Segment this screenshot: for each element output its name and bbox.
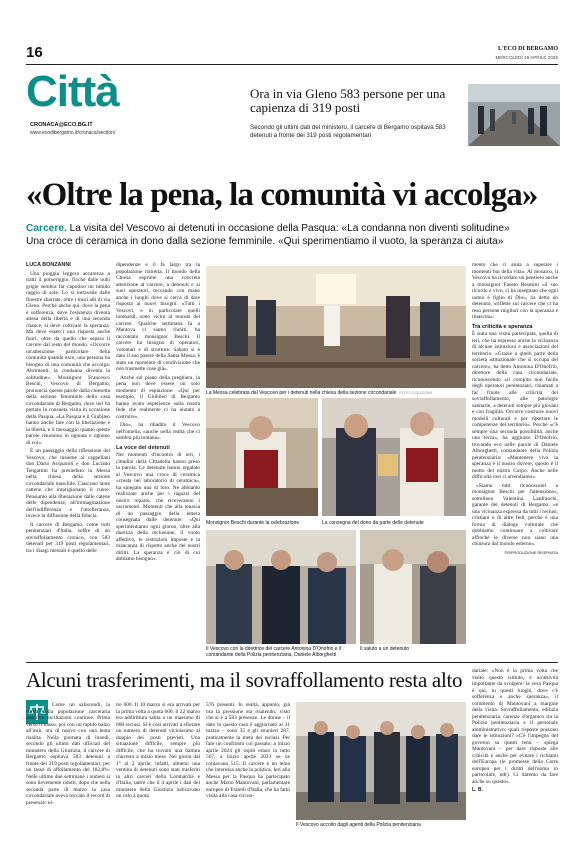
- paragraph: «Siamo tutti riconoscenti a monsignor Beschi per l'attenzione», sottolinea Valentina Lanfranchi, garante dei detenuti di Bergamo: «è una vicinanza espressa da tutti i reclusi, cristiani e di altre fedi, perché è una forma di dialogo culturale che dobbiamo continuare a coltivare affinché le diverse non siano una chiusura dal mondo esterno».: [472, 482, 558, 547]
- second-column-2: tre 600. Il 10 marzo si era arrivati per la prima volta a quota 600, il 22 marzo era addirittura salita a un massimo di 608 reclusi. Si è così arrivati a sfiorare un numero di detenuti vicinissimo al doppio dei posti previsti. Una situazione difficile, sempre più difficile, che ha trovato una battuta d'arresto a inizio mese. Nei giorni dal 1° al 2 aprile, infatti, almeno una ventina di detenuti sono stati trasferiti in altri carceri della Lombardia e d'Italia, tant'è che il 4 aprile i dati del ministero della Giustizia indicavano un calo a quota: [116, 702, 200, 799]
- publication-date: MERCOLEDÌ 16 APRILE 2025: [495, 55, 558, 60]
- paragraph: Anche sul piano della preghiera, la pena non deve essere un solo momento di espiazione: «Qui per esempio, il Giubileo di Bergamo hanno avuto esperienze sulla nostra fede che realmente ci ha aiutato a costruire».: [116, 374, 200, 420]
- main-column-5: [472, 262, 558, 664]
- bishop-celebration-photo: [206, 398, 318, 516]
- second-photo: [296, 702, 466, 820]
- copyright: ©RIPRODUZIONE RISERVATA: [504, 550, 558, 555]
- subhead-criticality: Tra criticità e speranza: [472, 323, 533, 330]
- second-photo-caption: Il Vescovo accolto dagli agenti della Polizia penitenziaria: [296, 822, 421, 828]
- second-column-3: 576 presenti. In realtà, appunto, già ora la pressione sta risalendo, visto che si è a 583 presenze. Le donne – il dato in questo caso è aggiornato al 31 marzo – sono 35 e gli stranieri 287, praticamente la metà dei reclusi. Per fare un confronto col passato, a inizio aprile 2024 gli ospiti erano in tutto 567, a inizio aprile 2023 se ne contavano 515. Il carcere è un tema che interessa anche la politica. Ieri alla Messa per la Pasqua ha partecipato anche Mario Mantovani, parlamentare europeo di Fratelli d'Italia, che ha fatto visita alla casa circon-: [206, 702, 290, 799]
- teaser-title: Ora in via Gleno 583 persone per una capienza di 319 posti: [250, 86, 446, 115]
- subhead-line-2: Una croce di ceramica in dono dalla sezione femminile. «Qui sperimentiamo il vuoto, la speranza ci aiuta»: [26, 236, 504, 247]
- second-column-5: [472, 668, 558, 828]
- section-email[interactable]: CRONACA@ECO.BG.IT: [30, 122, 93, 128]
- paragraph: Una pioggia leggera accarezza a tratti il pomeriggio, finché dalle nubi grigie sembra far capolino un timido raggio di sole. Lo si intravede dalle finestre sbarrate, oltre i muri alti di via Gleno. Perché anche qui, dove la pena è sofferenza, dove l'esistenza diventa attesa della libertà e di una seconda chance, si deve coltivare la speranza. Ma deve esserci una risposta anche fuori, oltre da quello che separa il carcere dal resto del mondo. «Occorre un'attenzione particolare della comunità quando esce, una persona ha bisogno di una comunità che accolga. Altrimenti, la condanna diventa la solitudine». Monsignor Francesco Beschi, Vescovo di Bergamo, pronuncia queste parole dalla chiesetta della sezione femminile della casa circondariale di Bergamo, dove ieri ha portato la consueta visita in occasione della Pasqua. «La Pasqua e il Giubileo hanno anche fare con la liberazione e la libertà, e il messaggio quanto queste parole risuonino in ognuna e ognuno di voi».: [26, 270, 110, 446]
- greeting-inmate-photo: [360, 530, 466, 644]
- story-divider: [26, 662, 558, 663]
- kicker: Carcere.: [26, 223, 67, 234]
- page-number: 16: [26, 44, 43, 61]
- header-rule: [26, 64, 558, 65]
- publication-name: L'ECO DI BERGAMO: [497, 46, 558, 52]
- mass-caption: [206, 390, 476, 396]
- subhead-line-1: La visita del Vescovo ai detenuti in occasione della Pasqua: «La condanna non diventi solitudine»: [66, 223, 510, 234]
- section-website[interactable]: www.ecodibergamo.it/cronaca/section/: [30, 130, 116, 136]
- main-subhead: [26, 222, 566, 248]
- section-title: Città: [26, 67, 119, 116]
- beschi-photo: [206, 398, 318, 516]
- paragraph: dariale: «Non è la prima volta che visito questo istituto, è un'attività importante da svolgere: la vera Pasqua è qui, in questi luoghi, dove c'è sofferenza e anche speranza», il commento di Mantovani a margine della visita. Sovraffollamento, edilizia penitenziaria, carenze d'organico tra la Polizia penitenziaria e il personale amministrativo: quali risposte possono dare le istituzioni? «C'è l'impegno del governo su questi temi – spiega Mantovani – per dare risposte alle criticità e anche per evitare i richiami dell'Europa (le promesse della Corte europea per i diritti dell'uomo in particolare, ndr). Ci daremo da fare anche su questo».: [472, 668, 558, 785]
- bishop-director-photo: [206, 530, 356, 644]
- mass-caption-text: La Messa celebrata dal Vescovo per i detenuti nella chiesa della sezione circondariale: [206, 390, 397, 396]
- paragraph: Nei momenti d'incontro di ieri, i cittadini della Cittadella hanno preso la parola. Le detenute hanno regalato al Vescovo una croce di ceramica «creata nel laboratorio di ceramica», ha spiegato una di loro. Ne abbiamo realizzate anche per i ragazzi del nostro reparto, che riceveranno i sacramenti. Momenti che alla tenacia di un passaggio della lettera consegnata dalle detenute: «Qui sperimentiamo ogni giorno, oltre alla durezza della reclusione, il vuoto affettivo, le restrizioni imposte e la mancanza di rispetto anche dei nostri diritti. La speranza è ciò di cui abbiamo bisogno».: [116, 452, 200, 562]
- second-column-1: Come un saliscendi, la curva della popolazione carceraria descrive oscillazioni continue. Prima verso il basso, poi con un rapido balzo all'insù, ora di nuovo con una lenta risalita. Nella giornata di lunedì, secondo gli ultimi dati ufficiali del ministero della Giustizia, il carcere di Bergamo ospitava 583 detenuti a fronte dei 319 posti regolamentari, per un tasso di affollamento del 182,8%. Nelle ultime due settimane i numeri si sono lievemente ridotti, dopo che nella seconda parte di marzo la casa circondariale aveva toccato il record di presenze: ol-: [26, 702, 110, 806]
- byline: LUCA BONZANNI: [26, 262, 71, 268]
- main-column-2: [116, 262, 200, 652]
- teaser-photo: [468, 84, 560, 146]
- teaser-body: Secondo gli ultimi dati del ministero, il carcere di Bergamo ospitava 583 detenuti a fronte dei 319 posti regolamentari: [250, 124, 446, 139]
- main-headline: «Oltre la pena, la comunità vi accolga»: [26, 177, 538, 213]
- subhead-voice: La voce dei detenuti: [116, 444, 170, 451]
- mass-photo: [206, 266, 466, 388]
- photo-credit: FOTO COLLEONI: [399, 390, 432, 395]
- main-column-1: [26, 262, 110, 652]
- paragraph: mento che ci aiuta a superare i momenti bui della vita». Al mosaico, il Vescovo ha ricordato un pensiero anche a monsignor Fausto Resmini «il suo ricordo è vivo, ci ha insegnato che ogni uomo è figlio di Dio», ha detto un detenuto, «riflette sul carcere che ci ha reso persone migliori con la speranza e rinascita».: [472, 262, 558, 320]
- gift-handover-photo: [322, 398, 466, 516]
- director-photo: [206, 530, 356, 644]
- greeting-photo: [360, 530, 466, 644]
- corridor-photo: [468, 84, 560, 146]
- paragraph: Dio», ha ribadito il Vescovo nell'omelia, «anche nella realtà che ci sembra più lontana».: [116, 422, 200, 441]
- paragraph: Il carcere di Bergamo, come tutti penitenziari d'Italia, soffre di un sovraffollamento cronico, con 583 detenuti per 319 posti regolamentari, tra i disagi mentali e quello delle: [26, 521, 110, 554]
- paragraph: È stata una visita partecipata, quella di ieri, che ha espresso anche la vicinanza di alcune istituzioni e associazioni del territorio. «Grazie a quelli parte della società istituzionale che si occupa del carcere», ha detto Antonina D'Onofrio, direttore della casa circondariale, riconoscendo «il compito non facile degli operatori penitenziari, chiamati a far fronte alle criticità del sovraffollamento, alle patologie sanitarie, a detenuti sempre più giovani e con fragilità. Occorre costruire nuovi modelli culturali e per riportare le competenze del territorio». Perché «c'è sempre una seconda possibilità, anche una terza», ha aggiunto D'Onofrio, trovando eco nelle parole di Daniele Alborghetti, comandante della Polizia penitenziaria: «Mantenere viva la speranza è il nostro dovere, questo è il motto del nostro Corpo. Anche nelle difficoltà non ci arrendiamo».: [472, 331, 558, 480]
- signature: L. B.: [472, 787, 483, 793]
- paragraph: È un passaggio della riflessione del Vescovo, che insieme ai cappellani don Dario Acquaroli e don Luciano Tengattini ha presieduto la Messa nella chiesa della sezione circondariale maschile. Ciascuno tante cattene che imprigionano il cuore. Pensiamo alla liberazione dalle catene delle dipendenze, all'immaginazione dell'indifferenza e l'intolleranza, invece la diffusione della fiducia.: [26, 448, 110, 519]
- chapel-mass-photo: [206, 266, 466, 388]
- gift-caption: La consegna del dono da parte delle detenute: [322, 520, 424, 526]
- beschi-caption: Monsignor Beschi durante la celebrazione: [206, 520, 300, 526]
- second-headline: Alcuni trasferimenti, ma il sovraffollamento resta alto: [26, 668, 463, 692]
- paragraph: dipendenze e il fa largo tra la popolazione ristretta. Il mondo della Chiesa esprime una concreta attenzione al carcere, a detenuti e ai suoi operatori, toccando con mano anche i luoghi dove si cerca di dare risposta ai nuovi bisogni: «Tutti i Vescovi, e in particolare quelli lombardi, sono vicini al mondo del carcere. Qualche settimana fa a Mantova ci siamo riuniti, ha raccontato monsignor Beschi. Il carcere ha bisogno di operatori, volontari e di strutture. Sabato si è dato il suo parere della Santa Messa, è stato un momento di condivisione che non trasmette cose già».: [116, 262, 200, 372]
- director-caption: Il Vescovo con la direttrice del carcere Antonina D'Onofrio e il comandante della Polizia penitenziaria, Daniele Alborghetti: [206, 646, 342, 658]
- greeting-caption: Il saluto a un detenuto: [360, 646, 410, 652]
- police-welcome-photo: [296, 702, 466, 820]
- gift-photo: [322, 398, 466, 516]
